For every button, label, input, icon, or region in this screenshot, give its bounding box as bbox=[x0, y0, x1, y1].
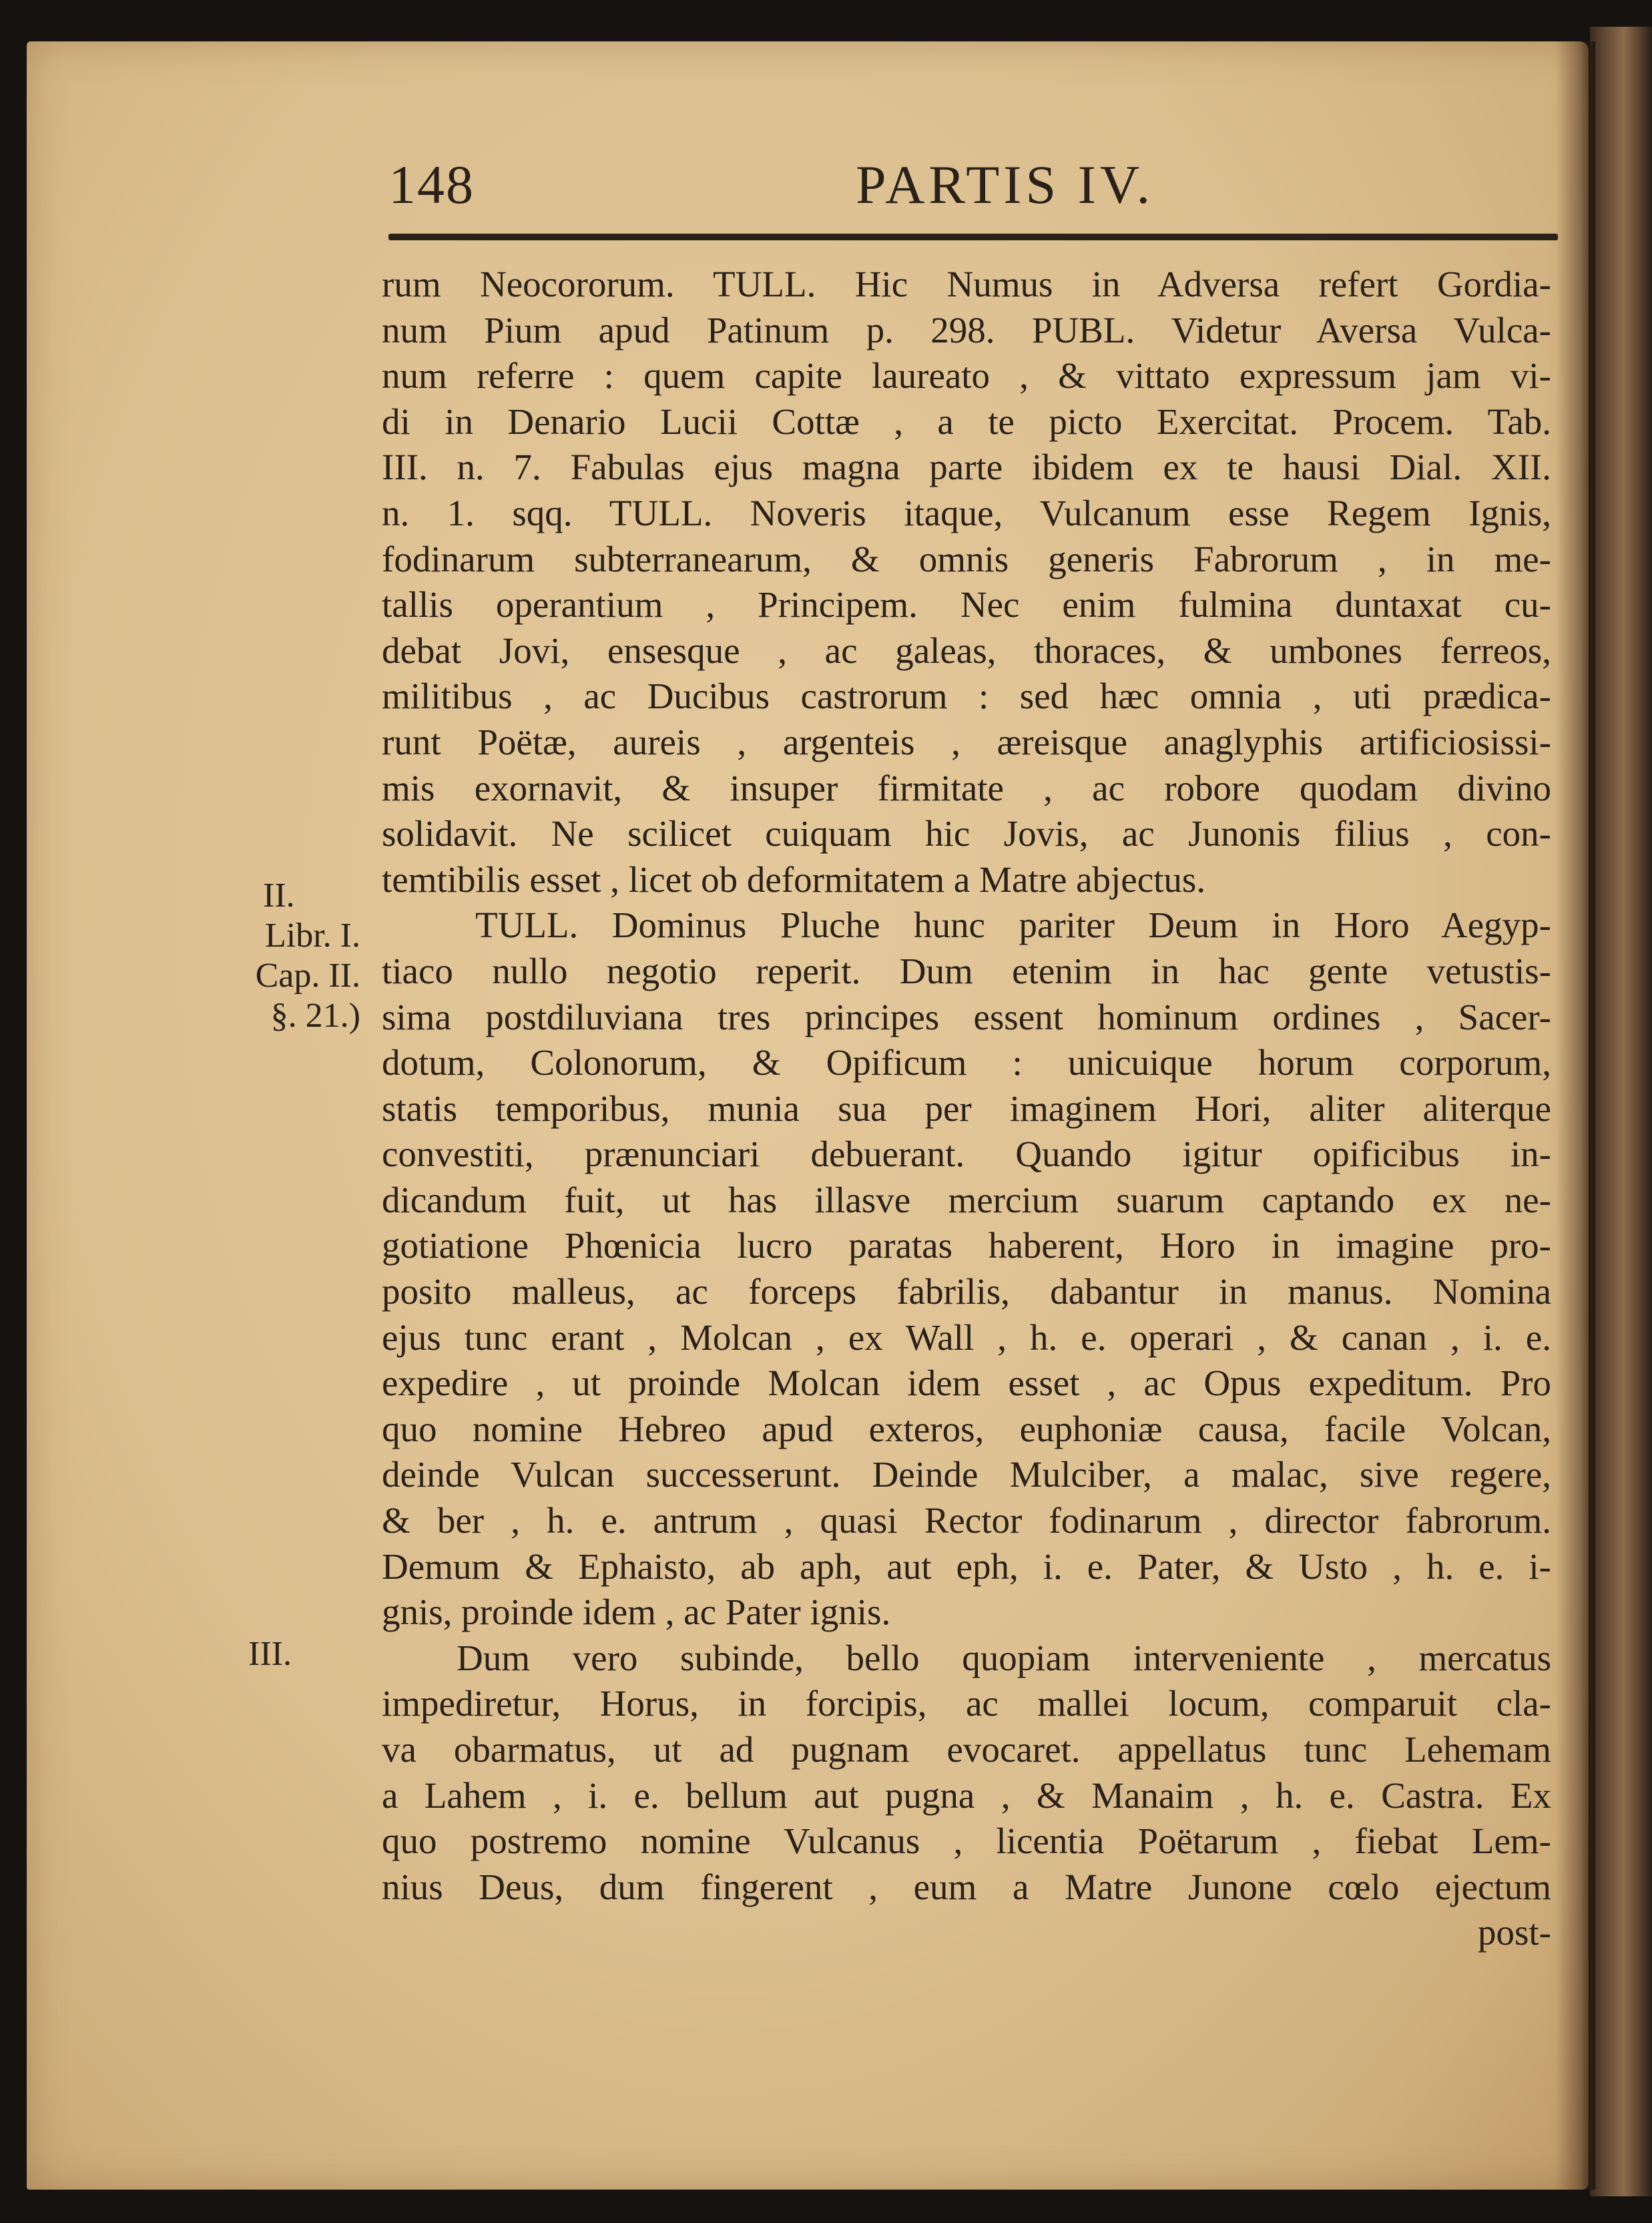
text-line: sima postdiluviana tres principes essent hominum ordines , Sacer- bbox=[382, 996, 1551, 1037]
margin-note-line: III. bbox=[248, 1635, 292, 1673]
text-line: convestiti, prænunciari debuerant. Quando igitur opificibus in- bbox=[382, 1134, 1551, 1175]
margin-note-section-ii bbox=[200, 876, 360, 1036]
text-line: posito malleus, ac forceps fabrilis, dabantur in manus. Nomina bbox=[382, 1271, 1551, 1312]
text-line: III. n. 7. Fabulas ejus magna parte ibidem ex te hausi Dial. XII. bbox=[382, 447, 1551, 488]
text-line: mis exornavit, & insuper firmitate , ac robore quodam divino bbox=[382, 767, 1551, 808]
margin-note-line: Cap. II. bbox=[255, 957, 360, 995]
text-line: Demum & Ephaisto, ab aph, aut eph, i. e. Pater, & Usto , h. e. i- bbox=[382, 1545, 1551, 1587]
text-line: di in Denario Lucii Cottæ , a te picto Exercitat. Procem. Tab. bbox=[382, 401, 1551, 442]
text-line: rum Neocororum. TULL. Hic Numus in Adversa refert Gordia- bbox=[382, 264, 1551, 304]
text-line: militibus , ac Ducibus castrorum : sed hæc omnia , uti prædica- bbox=[382, 676, 1551, 717]
text-line: quo postremo nomine Vulcanus , licentia Poëtarum , fiebat Lem- bbox=[382, 1820, 1551, 1862]
text-line: a Lahem , i. e. bellum aut pugna , & Manaim , h. e. Castra. Ex bbox=[382, 1774, 1551, 1816]
catchword: post- bbox=[1478, 1912, 1551, 1953]
text-line: quo nomine Hebreo apud exteros, euphoniæ causa, facile Volcan, bbox=[382, 1408, 1551, 1449]
text-line: gotiatione Phœnicia lucro paratas haberent, Horo in imagine pro- bbox=[382, 1225, 1551, 1266]
margin-note-section-iii bbox=[200, 1634, 408, 1674]
header-rule bbox=[388, 234, 1558, 240]
page-number: 148 bbox=[388, 154, 475, 215]
text-line: dicandum fuit, ut has illasve mercium suarum captando ex ne- bbox=[382, 1179, 1551, 1220]
margin-note-line: §. 21.) bbox=[270, 997, 360, 1035]
text-line: num Pium apud Patinum p. 298. PUBL. Videtur Aversa Vulca- bbox=[382, 309, 1551, 350]
text-line: num referre : quem capite laureato , & vittato expressum jam vi- bbox=[382, 355, 1551, 397]
text-line: gnis, proinde idem , ac Pater ignis. bbox=[382, 1591, 891, 1633]
text-line: temtibilis esset , licet ob deformitatem a Matre abjectus. bbox=[382, 858, 1206, 900]
text-line: runt Poëtæ, aureis , argenteis , æreisque anaglyphis artificiosissi- bbox=[382, 721, 1551, 762]
body-text bbox=[382, 262, 1551, 1956]
text-line: Dum vero subinde, bello quopiam interveniente , mercatus bbox=[457, 1637, 1551, 1678]
running-title: PARTIS IV. bbox=[856, 154, 1155, 215]
text-line: ejus tunc erant , Molcan , ex Wall , h. e. operari , & canan , i. e. bbox=[382, 1316, 1551, 1358]
text-line: tallis operantium , Principem. Nec enim fulmina duntaxat cu- bbox=[382, 584, 1551, 626]
text-line: solidavit. Ne scilicet cuiquam hic Jovis, ac Junonis filius , con- bbox=[382, 813, 1551, 854]
text-line: impediretur, Horus, in forcipis, ac mallei locum, comparuit cla- bbox=[382, 1683, 1551, 1724]
text-line: TULL. Dominus Pluche hunc pariter Deum in Horo Aegyp- bbox=[475, 905, 1551, 946]
text-line: n. 1. sqq. TULL. Noveris itaque, Vulcanum esse Regem Ignis, bbox=[382, 492, 1551, 533]
text-line: nius Deus, dum fingerent , eum a Matre Junone cœlo ejectum bbox=[382, 1866, 1551, 1907]
text-line: expedire , ut proinde Molcan idem esset , ac Opus expeditum. Pro bbox=[382, 1363, 1551, 1404]
text-line: dotum, Colonorum, & Opificum : unicuique horum corporum, bbox=[382, 1042, 1551, 1083]
book-edge bbox=[1590, 27, 1652, 2196]
text-line: fodinarum subterranearum, & omnis generis Fabrorum , in me- bbox=[382, 538, 1551, 579]
text-line: tiaco nullo negotio reperit. Dum etenim in hac gente vetustis- bbox=[382, 950, 1551, 991]
page-gutter-shadow bbox=[1555, 41, 1595, 2190]
margin-note-line: Libr. I. bbox=[265, 917, 360, 955]
text-line: debat Jovi, ensesque , ac galeas, thoraces, & umbones ferreos, bbox=[382, 630, 1551, 671]
text-line: & ber , h. e. antrum , quasi Rector fodinarum , director fabrorum. bbox=[382, 1500, 1551, 1541]
text-line: va obarmatus, ut ad pugnam evocaret. appellatus tunc Lehemam bbox=[382, 1729, 1551, 1770]
text-line: deinde Vulcan successerunt. Deinde Mulciber, a malac, sive regere, bbox=[382, 1454, 1551, 1495]
margin-note-line: II. bbox=[263, 877, 295, 915]
text-line: statis temporibus, munia sua per imaginem Hori, aliter aliterque bbox=[382, 1087, 1551, 1129]
